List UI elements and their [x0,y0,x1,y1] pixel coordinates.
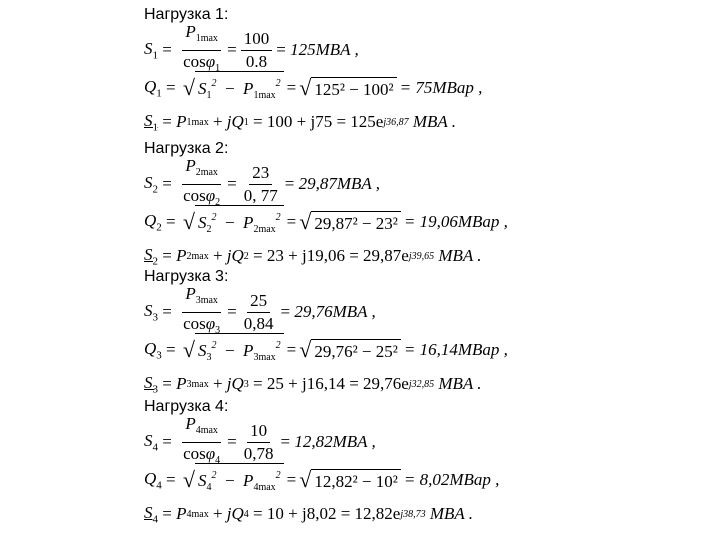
value-fraction: $\frac{23}{0, 77}$ [243,162,278,205]
reactive-power-formula: $Q_4$ = √ $S_4^2 - P_{4max}^2$ = √ 12,82² − 10² = 8,02MBap , [144,466,499,494]
ratio-fraction: $\frac{P_{4max}}{\cos\varphi_4}$ [183,413,221,466]
load-heading: Нагрузка 4: [144,398,229,415]
sqrt-numeric: √ 12,82² − 10² [299,469,401,492]
sqrt-symbolic: √ $S_3^2 - P_{3max}^2$ [183,333,284,368]
ratio-fraction: $\frac{P_{2max}}{\cos\varphi_2}$ [183,155,221,208]
load-heading: Нагрузка 2: [144,140,229,157]
reactive-power-formula: $Q_1$ = √ $S_1^2 - P_{1max}^2$ = √ 125² − 100² = 75MBap , [144,74,482,102]
value-fraction: $\frac{100}{0.8}$ [241,30,273,71]
complex-power-formula: $S_3$ = P 3max + jQ 3 = 25 + j16,14 = 29,76e j32,85 MBA . [144,372,482,396]
sqrt-symbolic: √ $S_4^2 - P_{4max}^2$ [183,463,284,498]
value-fraction: $\frac{25}{0,84}$ [243,290,274,333]
sqrt-symbolic: √ $S_1^2 - P_{1max}^2$ [183,71,284,106]
apparent-power-formula: $S_4$ = $\frac{P_{4max}}{\cos\varphi_4}$ = $\frac{10}{0,78}$ = 12,82MBA , [144,420,376,464]
apparent-power-formula: $S_1$ = $\frac{P_{1max}}{\cos\varphi_1}$ = $\frac{100}{0.8}$ = 125MBA , [144,28,359,72]
sqrt-numeric: √ 125² − 100² [299,77,396,100]
load-heading: Нагрузка 1: [144,6,229,23]
value-fraction: $\frac{10}{0,78}$ [243,420,274,463]
reactive-power-formula: $Q_3$ = √ $S_3^2 - P_{3max}^2$ = √ 29,76² − 25² = 16,14MBap , [144,336,508,364]
load-heading: Нагрузка 3: [144,268,229,285]
sqrt-numeric: √ 29,87² − 23² [299,211,401,234]
apparent-power-formula: $S_3$ = $\frac{P_{3max}}{\cos\varphi_3}$ = $\frac{25}{0,84}$ = 29,76MBA , [144,290,376,334]
complex-power-formula: $S_2$ = P 2max + jQ 2 = 23 + j19,06 = 29,87e j39,65 MBA . [144,244,482,268]
reactive-power-formula: $Q_2$ = √ $S_2^2 - P_{2max}^2$ = √ 29,87² − 23² = 19,06MBap , [144,208,508,236]
complex-power-formula: $S_4$ = P 4max + jQ 4 = 10 + j8,02 = 12,82e j38,73 MBA . [144,502,473,526]
complex-power-formula: $S_1$ = P 1max + jQ 1 = 100 + j75 = 125e j36,87 MBA . [144,110,456,134]
apparent-power-formula: $S_2$ = $\frac{P_{2max}}{\cos\varphi_2}$ = $\frac{23}{0, 77}$ = 29,87MBA , [144,162,380,206]
sqrt-numeric: √ 29,76² − 25² [299,339,401,362]
ratio-fraction: $\frac{P_{3max}}{\cos\varphi_3}$ [183,283,221,336]
ratio-fraction: $\frac{P_{1max}}{\cos\varphi_1}$ [183,21,221,74]
sqrt-symbolic: √ $S_2^2 - P_{2max}^2$ [183,205,284,240]
